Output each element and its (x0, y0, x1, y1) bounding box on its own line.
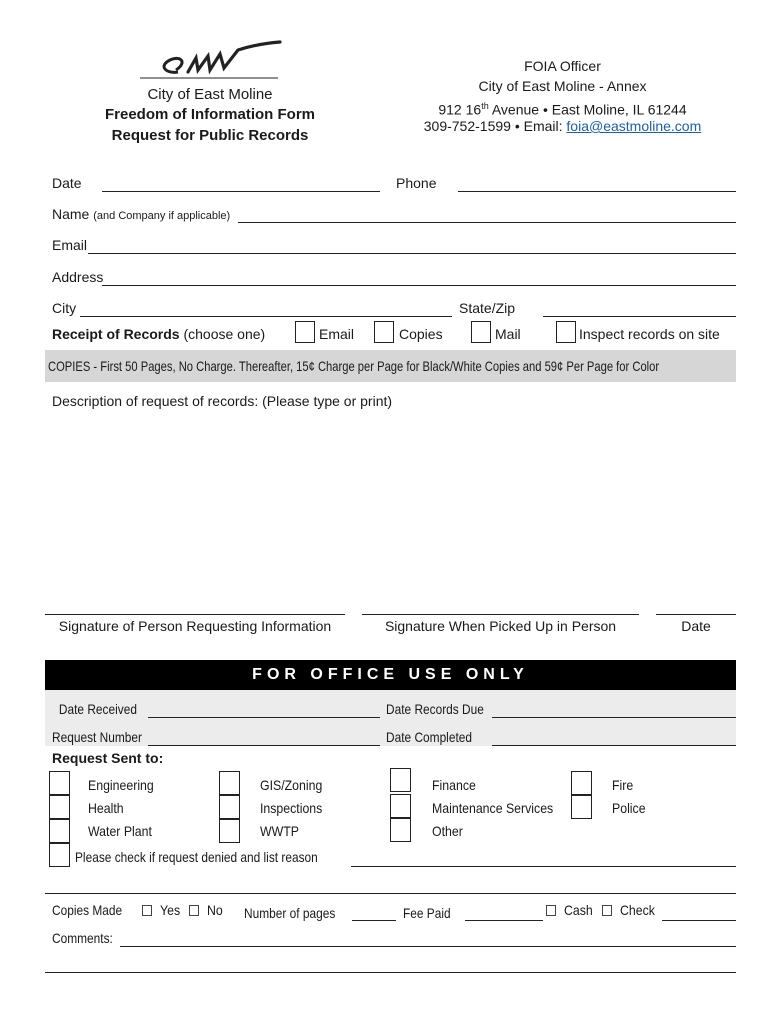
receipt-email-checkbox[interactable] (295, 321, 315, 343)
state-zip-label: State/Zip (459, 300, 516, 316)
comments-label: Comments: (52, 930, 113, 946)
form-subtitle: Request for Public Records (111, 127, 309, 144)
foia-officer: FOIA Officer (524, 58, 601, 74)
denied-reason-field[interactable] (351, 866, 736, 867)
city-name: City of East Moline (147, 86, 273, 103)
date-received-field[interactable] (148, 717, 380, 718)
form-title: Freedom of Information Form (105, 106, 315, 123)
phone-label: Phone (396, 175, 437, 191)
gis-zoning-label: GIS/Zoning (260, 777, 323, 793)
finance-label: Finance (432, 777, 476, 793)
no-label: No (207, 902, 223, 918)
request-number-label: Request Number (52, 729, 142, 745)
inspections-label: Inspections (260, 800, 323, 816)
yes-label: Yes (160, 902, 181, 918)
description-label: Description of request of records: (Please type or print) (52, 393, 393, 409)
finance-checkbox[interactable] (390, 768, 411, 792)
comments-field[interactable] (120, 946, 736, 947)
maintenance-services-label: Maintenance Services (432, 800, 554, 816)
date-completed-field[interactable] (492, 745, 736, 746)
fire-checkbox[interactable] (571, 771, 592, 795)
section-divider (45, 893, 736, 894)
gis-zoning-checkbox[interactable] (219, 771, 240, 795)
receipt-copies-checkbox[interactable] (374, 321, 394, 343)
request-denied-checkbox[interactable] (49, 843, 70, 867)
receipt-inspect-label: Inspect records on site (579, 326, 720, 342)
phone-field[interactable] (458, 191, 736, 192)
check-checkbox[interactable] (602, 905, 612, 916)
pickup-signature-line[interactable] (362, 614, 639, 615)
fee-paid-field[interactable] (465, 920, 543, 921)
email-link[interactable]: foia@eastmoline.com (566, 118, 702, 134)
date-field[interactable] (102, 191, 380, 192)
bottom-rule (45, 972, 736, 973)
check-label: Check (620, 902, 655, 918)
name-label: Name (and Company if applicable) (52, 206, 231, 222)
yes-checkbox[interactable] (142, 905, 152, 916)
wwtp-label: WWTP (260, 823, 300, 839)
receipt-copies-label: Copies (399, 326, 443, 342)
description-area[interactable] (45, 412, 736, 602)
other-checkbox[interactable] (390, 818, 411, 842)
water-plant-label: Water Plant (88, 823, 152, 839)
number-of-pages-field[interactable] (352, 920, 396, 921)
state-zip-field[interactable] (543, 316, 736, 317)
wwtp-checkbox[interactable] (219, 819, 240, 843)
cash-checkbox[interactable] (546, 905, 556, 916)
receipt-inspect-checkbox[interactable] (556, 321, 576, 343)
police-checkbox[interactable] (571, 795, 592, 819)
office-name: City of East Moline - Annex (478, 78, 647, 94)
request-number-field[interactable] (148, 745, 380, 746)
signature-date-label: Date (681, 618, 711, 634)
maintenance-services-checkbox[interactable] (390, 794, 411, 818)
fire-label: Fire (612, 777, 634, 793)
office-use-title: FOR OFFICE USE ONLY (252, 666, 529, 683)
number-of-pages-label: Number of pages (244, 905, 336, 921)
date-completed-label: Date Completed (386, 729, 472, 745)
city-field[interactable] (80, 316, 452, 317)
date-records-due-label: Date Records Due (386, 701, 484, 717)
date-received-label: Date Received (58, 701, 137, 717)
copies-made-label: Copies Made (52, 902, 123, 918)
pickup-signature-label: Signature When Picked Up in Person (384, 618, 617, 634)
receipt-mail-label: Mail (495, 326, 521, 342)
city-logo (138, 40, 284, 82)
email-field[interactable] (88, 253, 736, 254)
check-number-field[interactable] (662, 920, 736, 921)
receipt-label: Receipt of Records (choose one) (52, 326, 266, 342)
name-field[interactable] (238, 222, 736, 223)
date-records-due-field[interactable] (492, 717, 736, 718)
date-label: Date (52, 175, 82, 191)
police-label: Police (612, 800, 646, 816)
address-label: Address (52, 269, 104, 285)
office-contact: 309-752-1599 • Email: foia@eastmoline.com (423, 118, 702, 134)
water-plant-checkbox[interactable] (49, 819, 70, 843)
receipt-mail-checkbox[interactable] (471, 321, 491, 343)
cash-label: Cash (564, 902, 593, 918)
address-field[interactable] (102, 285, 736, 286)
request-sent-to-label: Request Sent to: (52, 750, 164, 766)
request-denied-label: Please check if request denied and list reason (75, 849, 318, 865)
other-label: Other (432, 823, 463, 839)
email-label: Email (52, 237, 88, 253)
city-label: City (52, 300, 77, 316)
engineering-label: Engineering (88, 777, 154, 793)
no-checkbox[interactable] (189, 905, 199, 916)
requestor-signature-line[interactable] (45, 614, 345, 615)
health-checkbox[interactable] (49, 795, 70, 819)
engineering-checkbox[interactable] (49, 771, 70, 795)
fee-paid-label: Fee Paid (403, 905, 451, 921)
signature-date-line[interactable] (656, 614, 736, 615)
requestor-signature-label: Signature of Person Requesting Information (58, 618, 332, 634)
receipt-email-label: Email (319, 326, 355, 342)
health-label: Health (88, 800, 124, 816)
copies-banner-text: COPIES - First 50 Pages, No Charge. Thereafter, 15¢ Charge per Page for Black/White Copies and 59¢ Per Page for Color (48, 358, 660, 374)
office-address: 912 16th Avenue • East Moline, IL 61244 (438, 101, 687, 118)
inspections-checkbox[interactable] (219, 795, 240, 819)
